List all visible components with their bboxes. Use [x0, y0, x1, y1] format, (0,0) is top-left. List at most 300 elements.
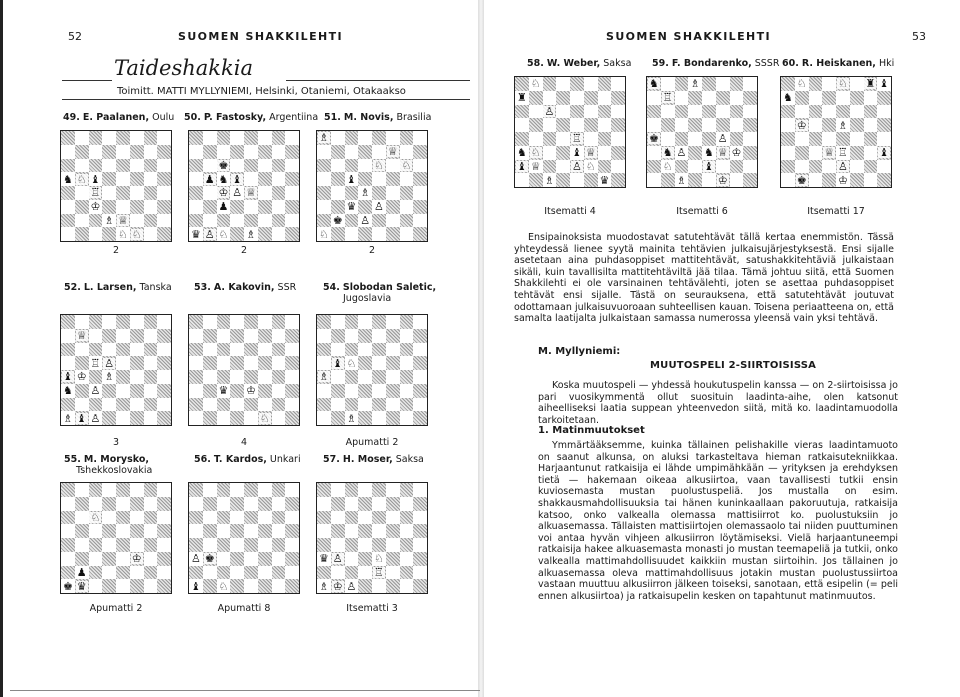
chess-piece: ♗ — [62, 411, 73, 425]
board-square — [230, 227, 244, 241]
board-square — [702, 105, 716, 119]
board-square — [400, 214, 414, 228]
board-square — [317, 566, 331, 580]
chess-piece: ♝ — [879, 77, 890, 91]
chess-piece: ♖ — [837, 146, 848, 160]
board-square — [285, 131, 299, 145]
board-square — [258, 145, 272, 159]
chess-piece: ♙ — [190, 552, 201, 566]
board-square — [529, 160, 543, 174]
board-square — [157, 145, 171, 159]
board-square — [258, 186, 272, 200]
board-square — [702, 77, 716, 91]
chess-piece: ♖ — [373, 565, 384, 579]
board-square — [272, 370, 286, 384]
board-square — [258, 329, 272, 343]
board-square — [272, 566, 286, 580]
board-square — [102, 370, 116, 384]
board-square — [584, 105, 598, 119]
board-square — [189, 384, 203, 398]
board-square — [822, 132, 836, 146]
board-square — [611, 173, 625, 187]
chess-piece: ♘ — [585, 159, 596, 173]
board-square — [244, 566, 258, 580]
chess-piece: ♚ — [648, 132, 659, 146]
board-square — [647, 105, 661, 119]
board-square — [217, 315, 231, 329]
board-square — [702, 91, 716, 105]
board-square — [203, 524, 217, 538]
board-square — [413, 497, 427, 511]
chess-piece: ♙ — [544, 104, 555, 118]
board-square — [386, 552, 400, 566]
board-square — [203, 566, 217, 580]
chess-piece: ♗ — [318, 131, 329, 145]
stipulation: Itsematti 3 — [346, 603, 398, 614]
board-square — [358, 538, 372, 552]
board-square — [730, 132, 744, 146]
chess-piece: ♘ — [530, 77, 541, 91]
chess-piece: ♚ — [332, 213, 343, 227]
board-square — [345, 538, 359, 552]
board-square — [877, 105, 891, 119]
board-square — [400, 483, 414, 497]
board-square — [89, 483, 103, 497]
board-square — [331, 411, 345, 425]
board-square — [864, 132, 878, 146]
board-square — [217, 227, 231, 241]
board-square — [345, 483, 359, 497]
board-square — [285, 552, 299, 566]
board-square — [203, 411, 217, 425]
board-square — [203, 329, 217, 343]
board-square — [157, 343, 171, 357]
board-square — [515, 160, 529, 174]
board-square — [850, 118, 864, 132]
board-square — [730, 160, 744, 174]
article-title: MUUTOSPELI 2-SIIRTOISISSA — [650, 360, 817, 371]
board-square — [358, 384, 372, 398]
board-square — [716, 105, 730, 119]
board-square — [386, 356, 400, 370]
chess-piece: ♛ — [76, 579, 87, 593]
chess-piece: ♞ — [662, 146, 673, 160]
board-square — [570, 173, 584, 187]
board-square — [358, 579, 372, 593]
board-square — [61, 579, 75, 593]
board-square — [244, 131, 258, 145]
board-square — [203, 145, 217, 159]
board-square — [543, 146, 557, 160]
board-square — [661, 160, 675, 174]
board-square — [144, 511, 158, 525]
board-square — [570, 146, 584, 160]
board-square — [413, 398, 427, 412]
board-square — [372, 511, 386, 525]
board-square — [285, 172, 299, 186]
board-square — [647, 132, 661, 146]
chess-piece: ♝ — [516, 159, 527, 173]
board-square — [89, 186, 103, 200]
board-square — [661, 173, 675, 187]
board-square — [203, 538, 217, 552]
board-square — [850, 132, 864, 146]
board-square — [386, 483, 400, 497]
board-square — [400, 524, 414, 538]
board-square — [75, 315, 89, 329]
board-square — [75, 172, 89, 186]
board-square — [822, 160, 836, 174]
board-square — [413, 483, 427, 497]
board-square — [822, 77, 836, 91]
board-square — [116, 186, 130, 200]
board-square — [157, 398, 171, 412]
board-square — [258, 538, 272, 552]
board-square — [317, 227, 331, 241]
board-square — [400, 398, 414, 412]
board-square — [345, 384, 359, 398]
problem-country: Tanska — [139, 282, 172, 293]
board-square — [345, 159, 359, 173]
problem-number: 57. — [323, 454, 340, 465]
board-square — [230, 552, 244, 566]
board-square — [413, 131, 427, 145]
problem-number: 56. — [194, 454, 211, 465]
board-square — [157, 186, 171, 200]
board-square — [331, 131, 345, 145]
chess-piece: ♞ — [62, 172, 73, 186]
board-square — [358, 131, 372, 145]
board-square — [244, 411, 258, 425]
board-square — [230, 538, 244, 552]
board-square — [331, 356, 345, 370]
board-square — [413, 159, 427, 173]
board-square — [372, 172, 386, 186]
board-square — [413, 524, 427, 538]
board-square — [258, 356, 272, 370]
board-square — [230, 411, 244, 425]
board-square — [836, 91, 850, 105]
board-square — [372, 552, 386, 566]
board-square — [515, 132, 529, 146]
board-square — [116, 524, 130, 538]
board-square — [189, 524, 203, 538]
board-square — [529, 105, 543, 119]
board-square — [730, 173, 744, 187]
board-square — [157, 384, 171, 398]
board-square — [272, 483, 286, 497]
board-square — [372, 131, 386, 145]
board-square — [743, 77, 757, 91]
board-square — [345, 398, 359, 412]
chess-piece: ♔ — [218, 186, 229, 200]
board-square — [285, 145, 299, 159]
board-square — [102, 172, 116, 186]
board-square — [400, 497, 414, 511]
problem-country: Unkari — [269, 454, 301, 465]
board-square — [836, 132, 850, 146]
problem-country: Jugoslavia — [343, 293, 392, 304]
board-square — [130, 200, 144, 214]
board-square — [386, 511, 400, 525]
board-square — [230, 384, 244, 398]
board-square — [611, 132, 625, 146]
board-square — [144, 538, 158, 552]
board-square — [877, 173, 891, 187]
board-square — [358, 159, 372, 173]
board-square — [331, 566, 345, 580]
board-square — [116, 511, 130, 525]
board-square — [400, 356, 414, 370]
board-square — [675, 173, 689, 187]
board-square — [584, 160, 598, 174]
board-square — [203, 497, 217, 511]
board-square — [89, 200, 103, 214]
chess-piece: ♘ — [117, 227, 128, 241]
board-square — [781, 173, 795, 187]
board-square — [102, 538, 116, 552]
board-square — [285, 356, 299, 370]
board-square — [244, 483, 258, 497]
board-square — [75, 370, 89, 384]
board-square — [217, 329, 231, 343]
board-square — [864, 77, 878, 91]
board-square — [203, 315, 217, 329]
board-square — [543, 118, 557, 132]
board-square — [230, 200, 244, 214]
board-square — [386, 214, 400, 228]
chess-piece: ♝ — [62, 370, 73, 384]
board-square — [144, 370, 158, 384]
board-square — [102, 511, 116, 525]
board-square — [116, 538, 130, 552]
board-square — [244, 370, 258, 384]
board-square — [386, 315, 400, 329]
problem-header — [194, 282, 296, 293]
board-square — [75, 145, 89, 159]
problem-header — [64, 282, 172, 293]
board-square — [75, 186, 89, 200]
stipulation: Apumatti 2 — [89, 603, 143, 614]
board-square — [89, 227, 103, 241]
board-square — [189, 186, 203, 200]
board-square — [75, 552, 89, 566]
board-square — [116, 315, 130, 329]
board-square — [157, 552, 171, 566]
board-square — [217, 552, 231, 566]
board-square — [331, 172, 345, 186]
board-square — [331, 214, 345, 228]
problem-country: SSR — [277, 282, 297, 293]
board-square — [386, 200, 400, 214]
problem-number: 59. — [652, 58, 669, 69]
board-square — [157, 483, 171, 497]
board-square — [203, 159, 217, 173]
board-square — [116, 356, 130, 370]
board-square — [189, 315, 203, 329]
board-square — [102, 186, 116, 200]
problem-header — [63, 112, 174, 123]
board-square — [598, 105, 612, 119]
board-square — [345, 552, 359, 566]
chess-piece: ♞ — [62, 384, 73, 398]
board-square — [189, 497, 203, 511]
chess-piece: ♖ — [90, 356, 101, 370]
board-square — [89, 538, 103, 552]
board-square — [217, 483, 231, 497]
board-square — [89, 370, 103, 384]
board-square — [372, 411, 386, 425]
board-square — [864, 105, 878, 119]
problem-composer: L. Larsen, — [83, 282, 137, 293]
board-square — [272, 329, 286, 343]
board-square — [285, 159, 299, 173]
board-square — [285, 343, 299, 357]
board-square — [317, 524, 331, 538]
chess-piece: ♚ — [62, 579, 73, 593]
chess-diagram-58 — [514, 76, 626, 188]
board-square — [781, 146, 795, 160]
board-square — [647, 173, 661, 187]
board-square — [345, 356, 359, 370]
board-square — [598, 77, 612, 91]
board-square — [413, 356, 427, 370]
board-square — [217, 497, 231, 511]
article-lead: Koska muutospeli — yhdessä houkutuspelin kanssa — on 2-siirtoisissa jo pari vuosikymmentä ollut suosituin laadinta-aihe, olen katsonut aiheelliseksi laatia suppean yhteenvedon siitä, mitä ko. laadintamuodolla tarkoitetaan. — [538, 380, 898, 426]
stipulation: Itsematti 6 — [676, 206, 728, 217]
board-square — [584, 91, 598, 105]
board-square — [244, 329, 258, 343]
board-square — [413, 566, 427, 580]
board-square — [157, 538, 171, 552]
board-square — [400, 159, 414, 173]
board-square — [61, 329, 75, 343]
board-square — [272, 384, 286, 398]
board-square — [877, 91, 891, 105]
board-square — [372, 370, 386, 384]
board-square — [75, 524, 89, 538]
board-square — [317, 172, 331, 186]
board-square — [515, 105, 529, 119]
board-square — [285, 411, 299, 425]
board-square — [157, 131, 171, 145]
chess-piece: ♝ — [90, 172, 101, 186]
board-square — [272, 538, 286, 552]
board-square — [130, 186, 144, 200]
board-square — [515, 91, 529, 105]
board-square — [400, 384, 414, 398]
board-square — [781, 160, 795, 174]
board-square — [331, 552, 345, 566]
board-square — [102, 145, 116, 159]
board-square — [556, 146, 570, 160]
board-square — [317, 398, 331, 412]
board-square — [358, 483, 372, 497]
chess-piece: ♙ — [717, 132, 728, 146]
board-square — [317, 552, 331, 566]
board-square — [331, 538, 345, 552]
board-square — [157, 329, 171, 343]
board-square — [75, 227, 89, 241]
board-square — [822, 146, 836, 160]
board-square — [116, 411, 130, 425]
board-square — [258, 370, 272, 384]
board-square — [345, 524, 359, 538]
board-square — [130, 329, 144, 343]
board-square — [157, 214, 171, 228]
board-square — [661, 77, 675, 91]
board-square — [556, 173, 570, 187]
stipulation: 4 — [240, 437, 248, 448]
board-square — [116, 172, 130, 186]
board-square — [189, 552, 203, 566]
chess-piece: ♚ — [796, 173, 807, 187]
board-square — [743, 173, 757, 187]
chess-piece: ♞ — [218, 172, 229, 186]
board-square — [413, 315, 427, 329]
board-square — [716, 173, 730, 187]
board-square — [258, 511, 272, 525]
chess-piece: ♙ — [232, 186, 243, 200]
board-square — [189, 329, 203, 343]
board-square — [372, 579, 386, 593]
board-square — [61, 145, 75, 159]
board-square — [272, 552, 286, 566]
board-square — [116, 483, 130, 497]
board-square — [230, 329, 244, 343]
board-square — [781, 105, 795, 119]
chess-piece: ♙ — [676, 146, 687, 160]
chess-piece: ♗ — [346, 411, 357, 425]
board-square — [400, 566, 414, 580]
board-square — [230, 356, 244, 370]
chess-piece: ♞ — [516, 146, 527, 160]
chess-piece: ♔ — [717, 173, 728, 187]
board-square — [144, 329, 158, 343]
board-square — [203, 227, 217, 241]
board-square — [413, 511, 427, 525]
board-square — [102, 159, 116, 173]
chess-diagram-54 — [316, 314, 428, 426]
board-square — [272, 343, 286, 357]
chess-piece: ♞ — [703, 146, 714, 160]
board-square — [836, 160, 850, 174]
board-square — [647, 91, 661, 105]
board-square — [75, 329, 89, 343]
board-square — [386, 524, 400, 538]
board-square — [386, 186, 400, 200]
board-square — [116, 552, 130, 566]
chess-piece: ♛ — [190, 227, 201, 241]
board-square — [189, 131, 203, 145]
board-square — [345, 131, 359, 145]
board-square — [285, 511, 299, 525]
board-square — [157, 315, 171, 329]
board-square — [244, 315, 258, 329]
board-square — [102, 398, 116, 412]
board-square — [116, 579, 130, 593]
board-square — [611, 118, 625, 132]
chess-piece: ♗ — [318, 579, 329, 593]
board-square — [130, 315, 144, 329]
board-square — [372, 566, 386, 580]
board-square — [258, 579, 272, 593]
board-square — [556, 132, 570, 146]
board-square — [203, 186, 217, 200]
board-square — [529, 173, 543, 187]
board-square — [130, 524, 144, 538]
board-square — [529, 146, 543, 160]
